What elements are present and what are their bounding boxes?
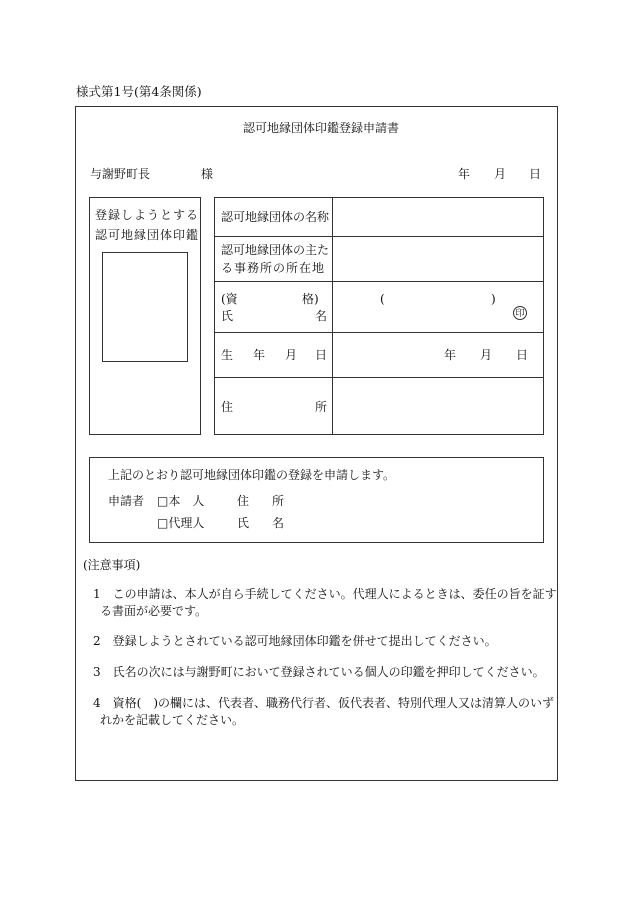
birth-label-3: 月 (285, 348, 298, 362)
applicant-agent-checkbox[interactable]: □代理人 (157, 516, 205, 530)
office-label-1: 認可地縁団体の主た (221, 243, 330, 257)
birth-day: 日 (516, 348, 529, 362)
applicant-self-checkbox[interactable]: □本 人 (157, 494, 205, 508)
applicant-label: 申請者 (108, 494, 145, 508)
applicant-address-label-1: 住 (237, 494, 250, 508)
qualification-label-open: (資 (221, 292, 238, 306)
addressee: 与謝野町長 (90, 167, 151, 181)
seal-box-label-2: 認可地縁団体印鑑 (95, 228, 200, 242)
applicant-name-label-1: 氏 (237, 516, 250, 530)
org-name-label: 認可地縁団体の名称 (221, 210, 330, 224)
birth-label-2: 年 (253, 348, 266, 362)
birth-label-4: 日 (315, 348, 328, 362)
seal-mark-icon: 印 (513, 306, 527, 320)
office-label-2: る事務所の所在地 (221, 261, 326, 275)
qualification-paren-open: ( (380, 292, 385, 306)
name-label-1: 氏 (221, 309, 234, 323)
date-day: 日 (529, 167, 542, 181)
qualification-field[interactable] (386, 288, 486, 306)
birth-year: 年 (444, 348, 457, 362)
note-1-line-1: 1 この申請は、本人が自ら手続してください。代理人によるときは、委任の旨を証す (93, 587, 557, 601)
form-label: 様式第1号(第4条関係) (76, 84, 202, 99)
note-3: 3 氏名の次には与謝野町において登録されている個人の印鑑を押印してください。 (93, 665, 545, 679)
birth-date-field[interactable] (334, 334, 434, 375)
representative-name-field[interactable] (334, 307, 504, 329)
address-label-2: 所 (315, 400, 328, 414)
birth-month: 月 (480, 348, 493, 362)
birth-label-1: 生 (221, 348, 234, 362)
date-month: 月 (494, 167, 507, 181)
name-label-2: 名 (315, 309, 328, 323)
address-label-1: 住 (221, 400, 234, 414)
notes-heading: (注意事項) (83, 558, 141, 572)
seal-box-label-1: 登録しようとする (95, 208, 200, 222)
applicant-address-label-2: 所 (272, 494, 285, 508)
applicant-address-field[interactable] (292, 492, 532, 510)
form-title: 認可地縁団体印鑑登録申請書 (243, 121, 400, 135)
note-2: 2 登録しようとされている認可地縁団体印鑑を併せて提出してください。 (93, 634, 497, 648)
note-4-line-2: れかを記載してください。 (100, 713, 245, 727)
qualification-paren-close: ) (491, 292, 496, 306)
org-name-field[interactable] (334, 199, 542, 234)
note-1-line-2: る書面が必要です。 (100, 604, 208, 618)
qualification-label-close: 格) (302, 292, 319, 306)
applicant-name-label-2: 名 (272, 516, 285, 530)
representative-address-field[interactable] (334, 379, 542, 433)
seal-impression-area[interactable] (102, 252, 188, 362)
office-address-field[interactable] (334, 238, 542, 279)
honorific: 様 (201, 167, 214, 181)
application-statement: 上記のとおり認可地縁団体印鑑の登録を申請します。 (108, 468, 396, 482)
note-4-line-1: 4 資格( )の欄には、代表者、職務代行者、仮代表者、特別代理人又は清算人のいず (93, 696, 555, 710)
applicant-name-field[interactable] (292, 514, 532, 532)
date-year: 年 (458, 167, 471, 181)
